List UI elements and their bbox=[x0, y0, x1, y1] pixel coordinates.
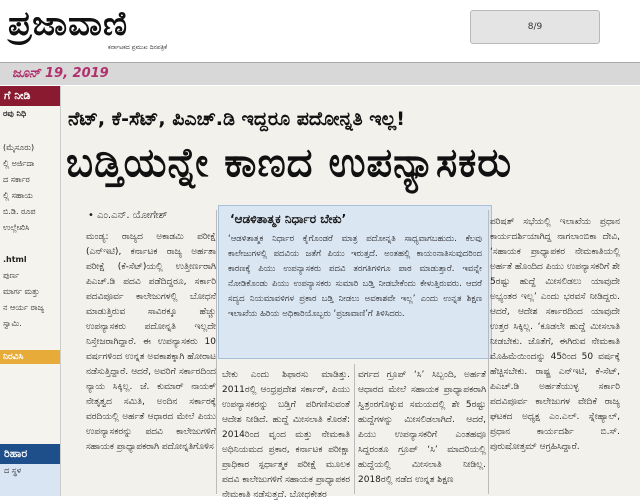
sidebar-box-text: ‘ಆಡಳಿತಾತ್ಮಕ ನಿರ್ಧಾರ ಕೈಗೊಂಡರೆ ಮಾತ್ರ ಪದೋನ್ನತಿ ಸಾಧ್ಯವಾಗಬಹುದು. ಕೆಲವು ಕಾಲೇಜುಗಳಲ್ಲಿ ಪದವಿಯ ಜತೆಗೆ ಪಿಯು ಇರುತ್ತದೆ. ಅಂತಹಲ್ಲಿ ಕಾಯಂನಾತಿಸುವುದರಿಂದ ಕಾರಣಕ್ಕೆ ಪಿಯು ಉಪನ್ಯಾಸಕರು ಪದವಿ ತರಗತಿಗಳಿಗೂ ಪಾಠ ಮಾಡುತ್ತಾರೆ. ಇವನ್ನೇ ನೋಡಿಕೊಂಡು ಪಿಯು ಉಪನ್ಯಾಸಕರು ಸುಮಾರಿ ಬಡ್ತಿ ನೀಡಬೇಕೆಂದು ಕೇಳುತ್ತಿರುವರು. ಆದರೆ ಸದ್ಯದ ನಿಯಮಾವಳಿಗಳ ಪ್ರಕಾರ ಬಡ್ತಿ ನೀಡಲು ಅವಕಾಶವೇ ಇಲ್ಲ’ ಎಂದು ಉನ್ನತ ಶಿಕ್ಷಣ ಇಲಾಖೆಯ ಹಿರಿಯ ಅಧಿಕಾರಿಯೊಬ್ಬರು ‘ಪ್ರಜಾವಾಣಿ’ಗೆ ತಿಳಿಸಿದರು. bbox=[228, 234, 482, 319]
issue-date: ಜೂನ್ 19, 2019 bbox=[12, 66, 109, 81]
left-column-clip[interactable] bbox=[0, 86, 61, 496]
sidebar-box-title: ‘ಆಡಳಿತಾತ್ಮಕ ನಿರ್ಧಾರ ಬೇಕು’ bbox=[230, 212, 347, 226]
left-column-subheader: ರವು ನಿಧಿ bbox=[3, 109, 27, 118]
date-bar bbox=[0, 62, 640, 85]
left-column-line: ದ ಸರ್ಕಾರ bbox=[3, 175, 30, 184]
column-divider bbox=[354, 364, 355, 494]
left-column-line: ಲ್ಲಿ ಸಹಾಯ bbox=[3, 191, 33, 200]
newspaper-logo bbox=[8, 4, 128, 44]
left-column-line: ಬಿ.ಡಿ. ರೂಪ bbox=[3, 207, 36, 216]
left-column-bottom-header: ರಿಹಾರ bbox=[0, 444, 60, 464]
left-column-line: ಪುರ್ಣ bbox=[3, 271, 20, 280]
page-indicator-text: 8/9 bbox=[527, 22, 543, 32]
left-column-line: (ಮೈಸೂರು) bbox=[3, 143, 35, 152]
left-column-header: ಗೆ ನೀಡಿ bbox=[0, 86, 60, 106]
masthead bbox=[0, 0, 640, 62]
left-column-bottom-line: ದ ಸ್ಥಳ bbox=[4, 466, 22, 475]
article-column-2b: ವರ್ಗದ ಗ್ರೂಪ್ ‘ಸಿ’ ಸಿಬ್ಬಂದಿ, ಅರ್ಹತೆ ಆಧಾರದ ಮೇಲೆ ಸಹಾಯಕ ಪ್ರಾಧ್ಯಾಪಕರಾಗಿ ಸ್ವಿತ್ರಂರಗೊಳ್ಳುವ ಸಮಯದಲ್ಲಿ ಶೇ 5ರಷ್ಟು ಹುದ್ದೆಗಳನ್ನು ಮೀಸಲಿಡಲಾಗಿದೆ. ಆದರೆ, ಪಿಯು ಉಪನ್ಯಾಸಕರಿಗೆ ಎಂತಹವೂ ಸಿದ್ದರಂತೂ ಗ್ರೂಪ್ ‘ಸಿ’ ಮಾದರಿಯಲ್ಲಿ ಹುದ್ದೆಯಲ್ಲಿ ಮೀಸಲಾತಿ ನೀಡಿಲ್ಲ. 2018ರಲ್ಲಿ ನಡೆದ ಉನ್ನತ ಶಿಕ್ಷಣ bbox=[358, 370, 486, 485]
logo-tagline: ಕರ್ನಾಟಕದ ಪ್ರಮುಖ ದಿನಪತ್ರಿಕೆ bbox=[108, 44, 168, 51]
left-column-line: ಉಲ್ಲೇಖಿಸಿ bbox=[3, 223, 30, 232]
article-column-2a: ಬೇಕು ಎಂದು ಶಿಫಾರಸು ಮಾಡಿತ್ತು. 2011ರಲ್ಲಿ ಆಂಧ್ರಪ್ರದೇಶ ಸರ್ಕಾರ್, ಪಿಯು ಉಪನ್ಯಾಸಕರನ್ನು ಬಡ್ತಿಗೆ ಪರಿಗಣಿಸುವಂತೆ ಆದೇಶ ನೀಡಿದೆ. ಹುದ್ದೆ ಮೀಸಲಾತಿ ಕೊರತೆ: 2014ರಿಂದ ವೃಂದ ಮತ್ತು ನೇಮಕಾತಿ ಅಧಿನಿಯಮದ ಪ್ರಕಾರ, ಕರ್ನಾಟಕ ಪರೀಕ್ಷಾ ಪ್ರಾಧಿಕಾರ ಸ್ಪರ್ಧಾತ್ಮಕ ಪರೀಕ್ಷೆ ಮೂಲಕ ಪದವಿ ಕಾಲೇಜುಗಳಿಗೆ ಸಹಾಯಕ ಪ್ರಾಧ್ಯಾಪಕರ ನೇಮಕಾತಿ ನಡೆಸುತ್ತದೆ. ಬೋಧಕೇತರ bbox=[222, 370, 350, 500]
column-divider bbox=[488, 210, 489, 494]
left-column-line: ಮಾರ್ಗ ಮತ್ತು bbox=[3, 287, 40, 296]
article-kicker: ನೆಟ್, ಕೆ-ಸೆಟ್, ಪಿಎಚ್.ಡಿ ಇದ್ದರೂ ಪದೋನ್ನತಿ ಇಲ್ಲ! bbox=[68, 108, 405, 130]
left-column-line: .html bbox=[3, 255, 27, 264]
left-column-line: ನ ಆರ್ಯ ರಾಜ್ಯ bbox=[3, 303, 45, 312]
logo-text: ಪ್ರಜಾವಾಣಿ bbox=[8, 4, 129, 44]
column-divider bbox=[216, 210, 217, 494]
article-column-1: ಮಂಡ್ಯ: ರಾಜ್ಯದ ಅಕಾಡಮಿ ಪರೀಕ್ಷೆ (ಎನ್‌ಇಟಿ), ಕರ್ನಾಟಕ ರಾಜ್ಯ ಅರ್ಹತಾ ಪರೀಕ್ಷೆ (ಕೆ-ಸೆಟ್)ಯಲ್ಲಿ ಉತ್ತೀರ್ಣರಾಗಿ ಪಿಎಚ್.ಡಿ ಪದವಿ ಪಡೆದಿದ್ದರೂ, ಸರ್ಕಾರಿ ಪದವಿಪೂರ್ವ ಕಾಲೇಜುಗಳಲ್ಲಿ ಬೋಧನೆ ಮಾಡುತ್ತಿರುವ ಸಾವಿರಕ್ಕೂ ಹೆಚ್ಚು ಉಪನ್ಯಾಸಕರು ಪದೋನ್ನತಿ ಇಲ್ಲದೇ ನಿಸ್ತೇಜರಾಗಿದ್ದಾರೆ. ಈ ಉಪನ್ಯಾಸಕರು 10 ವರ್ಷಗಳಿಂದ ಉನ್ನತ ಅವಕಾಶಕ್ಕಾಗಿ ಹೋರಾಟ ನಡೆಸುತ್ತಿದ್ದಾರೆ. ಆದರೆ, ಅವರಿಗೆ ಸರ್ಕಾರದಿಂದ ನ್ಯಾಯ ಸಿಕ್ಕಿಲ್ಲ. ಜೆ. ಕುಮಾರ್ ನಾಯಕ್ ನೇತೃತ್ವದ ಸಮಿತಿ, ಅಂದಿನ ಸರ್ಕಾರಕ್ಕೆ ವರದಿಯಲ್ಲಿ ಅರ್ಹತೆ ಆಧಾರದ ಮೇಲೆ ಪಿಯು ಉಪನ್ಯಾಸಕರನ್ನು ಪದವಿ ಕಾಲೇಜುಗಳಿಗೆ ಸಹಾಯಕ ಪ್ರಾಧ್ಯಾಪಕರಾಗಿ ಪದೋನ್ನತಿಗೊಳಿಸ bbox=[86, 232, 216, 452]
article-headline: ಬಡ್ತಿಯನ್ನೇ ಕಾಣದ ಉಪನ್ಯಾಸಕರು bbox=[66, 140, 513, 186]
left-column-mark: ನಿರವಿಸಿ bbox=[0, 350, 60, 364]
article-byline: • ಎಂ.ಎನ್. ಯೋಗೇಶ್ bbox=[88, 210, 168, 221]
left-column-bottom-box bbox=[0, 444, 60, 496]
left-column-line: ಸ್ವಾಮಿ. bbox=[3, 319, 22, 328]
article-column-3: ಪರಿಷತ್ ಸಭೆಯಲ್ಲಿ ಇಲಾಖೆಯ ಪ್ರಧಾನ ಕಾರ್ಯದರ್ಶಿಯಾಗಿದ್ದ ನಾಗಲಾಂಬಿಕಾ ದೇವಿ, ‘ಸಹಾಯಕ ಪ್ರಾಧ್ಯಾಪಕರ ನೇಮಕಾತಿಯಲ್ಲಿ ಅರ್ಹತೆ ಹೊಂದಿದ ಪಿಯು ಉಪನ್ಯಾಸಕರಿಗೆ ಶೇ 5ರಷ್ಟು ಹುದ್ದೆ ಮೀಸಲಿಡಲು ಯಾವುದೇ ಅಭ್ಯಂತರ ಇಲ್ಲ’ ಎಂದು ಭರವಸೆ ನೀಡಿದ್ದರು. ಆದರೆ, ಆದೇಶ ಸರ್ಕಾರದಿಂದ ಯಾವುದೇ ಉತ್ತರ ಸಿಕ್ಕಿಲ್ಲ. ‘ಕೂಡಲೇ ಹುದ್ದೆ ಮೀಸಲಾತಿ ನೀಡಬೇಕು. ಜೊತೆಗೆ, ಈಗಿರುವ ನೇಮಕಾತಿ ಮೊಹಿಮೆಯಿಂದನ್ನು 45ರಿಂದ 50 ವರ್ಷಕ್ಕೆ ಹೆಚ್ಚಿಸಬೇಕು. ರಾಷ್ಟ್ರ ಎನ್‌ಇಟಿ, ಕೆ-ಸೆಟ್, ಪಿಎಚ್.ಡಿ ಅರ್ಹತೆಯುಳ್ಳ ಸರ್ಕಾರಿ ಪದವಿಪೂರ್ವ ಕಾಲೇಜುಗಳ ವೇದಿಕೆ ರಾಜ್ಯ ಘಟಕದ ಅಧ್ಯಕ್ಷ ಎಂ.ಎಲ್. ಸ್ನೇಹ್ಯಾಲ್, ಪ್ರಧಾನ ಕಾರ್ಯದರ್ಶಿ ಬಿ.ಸ್. ಪುರುಷೋತ್ತಮ್ ಆಗ್ರಹಿಸಿದ್ದಾರೆ. bbox=[490, 217, 620, 452]
page-indicator[interactable] bbox=[470, 10, 600, 44]
left-column-line: ಲ್ಲಿ ಅರ್ಜಿದಾ bbox=[3, 159, 35, 168]
